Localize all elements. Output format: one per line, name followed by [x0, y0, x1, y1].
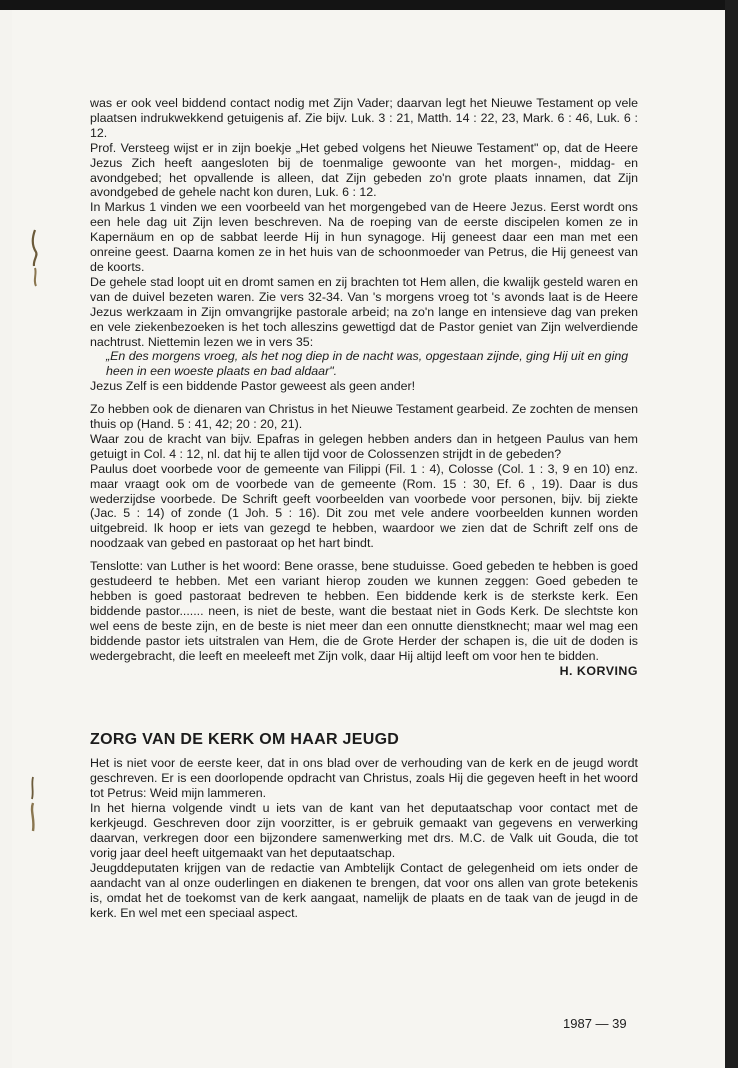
article-body [90, 96, 638, 920]
paragraph: Jeugddeputaten krijgen van de redactie van Ambtelijk Contact de gelegenheid om iets onder de aandacht van al onze ouderlingen en diakenen te brengen, dat voor ons allen van grote betekenis is, omdat het de toekomst van de kerk aangaat, namelijk de plaats en de taak van de jeugd in de kerk. En wel met een speciaal aspect. [90, 860, 638, 920]
author-signature: H. KORVING [559, 663, 638, 678]
scan-right-edge [725, 0, 738, 1068]
paragraph: Het is niet voor de eerste keer, dat in ons blad over de verhouding van de kerk en de jeugd wordt geschreven. Er is een doorlopende opdracht van Christus, zoals Hij die gegeven heeft in het woord tot Petrus: Weid mijn lammeren. [90, 756, 638, 801]
staple-mark-top [30, 228, 40, 288]
section-heading: ZORG VAN DE KERK OM HAAR JEUGD [90, 731, 400, 749]
staple-mark-bottom [28, 775, 38, 835]
paragraph: De gehele stad loopt uit en dromt samen en zij brachten tot Hem allen, die kwalijk gesteld waren en van de duivel bezeten waren. Zie vers 32-34. Van 's morgens vroeg tot 's avonds laat is de Heere Jezus werkzaam in Zijn omvangrijke pastorale arbeid; na zo'n lange en intensieve dag van preken en vele ziekenbezoeken is het toch alleszins gewettigd dat de Pastor geniet van Zijn welverdiende nachtrust. Niettemin lezen we in vers 35: [90, 274, 638, 349]
paragraph: Tenslotte: van Luther is het woord: Bene orasse, bene studuisse. Goed gebeden te hebben is goed gestudeerd te hebben. Met een variant hierop zouden we kunnen zeggen: Goed gebeden te hebben is goed pastoraat bedreven te hebben. Een biddende kerk is de sterkste kerk. Een biddende pastor....... neen, is niet de beste, want die bestaat niet in Gods Kerk. De slechtste kon wel eens de beste zijn, en de beste is niet meer dan een onnutte dienstknecht; maar wel mag een biddende pastor iets uitstralen van Hem, die de Grote Herder der schapen is, die uit de doden is wedergebracht, die leeft en meeleeft met Zijn volk, daar Hij altijd leeft om voor hen te bidden. [90, 559, 638, 663]
paragraph: Prof. Versteeg wijst er in zijn boekje „Het gebed volgens het Nieuwe Testament" op, dat de Heere Jezus Zich heeft aangesloten bij de toenmalige gewoonte van het morgen-, middag- en avondgebed; het opvallende is alleen, dat Zijn gebeden zo'n grote plaats innamen, dat Zijn avondgebed de gehele nacht kon duren, Luk. 6 : 12. [90, 140, 638, 200]
paragraph: Zo hebben ook de dienaren van Christus in het Nieuwe Testament gearbeid. Ze zochten de mensen thuis op (Hand. 5 : 41, 42; 20 : 20, 21). [90, 402, 638, 432]
paragraph: Waar zou de kracht van bijv. Epafras in gelegen hebben anders dan in hetgeen Paulus van hem getuigt in Col. 4 : 12, nl. dat hij te allen tijd voor de Colossenzen strijdt in de gebeden? [90, 431, 638, 461]
paragraph: In het hierna volgende vindt u iets van de kant van het deputaatschap voor contact met de kerkjeugd. Geschreven door zijn voorzitter, is er gebruik gemaakt van gegevens en verwerking daarvan, verkregen door een bijzondere samenwerking met drs. M.C. de Valk uit Gouda, die tot vorig jaar deel heeft uitgemaakt van het deputaatschap. [90, 801, 638, 860]
paragraph: was er ook veel biddend contact nodig met Zijn Vader; daarvan legt het Nieuwe Testament op vele plaatsen indrukwekkend getuigenis af. Zie bijv. Luk. 3 : 21, Matth. 14 : 22, 23, Mark. 6 : 46, Luk. 6 : 12. [90, 96, 638, 140]
scan-top-border [0, 0, 738, 10]
page-number: 1987 — 39 [563, 1016, 627, 1031]
scripture-quote: „En des morgens vroeg, als het nog diep in de nacht was, opgestaan zijnde, ging Hij uit en ging heen in een woeste plaats en bad aldaar". [106, 349, 629, 379]
paragraph: In Markus 1 vinden we een voorbeeld van het morgengebed van de Heere Jezus. Eerst wordt ons een hele dag uit Zijn leven beschreven. Na de roeping van de eerste discipelen komen ze in Kapernäum en op de sabbat leerde Hij in hun synagoge. Hij geneest daar een man met een onreine geest. Daarna komen ze in het huis van de schoonmoeder van Petrus, die Hij geneest van de koorts. [90, 200, 638, 274]
paragraph: Jezus Zelf is een biddende Pastor geweest als geen ander! [90, 379, 416, 394]
paragraph: Paulus doet voorbede voor de gemeente van Filippi (Fil. 1 : 4), Colosse (Col. 1 : 3, 9 en 10) enz. maar vraagt ook om de voorbede van de gemeente (Rom. 15 : 30, Ef. 6 , 19). Daar is dus wederzijdse voorbede. De Schrift geeft voorbeelden van voorbede voor personen, bijv. bij ziekte (Jac. 5 : 14) of zonde (1 Joh. 5 : 16). Dit zou met vele andere voorbeelden kunnen worden uitgebreid. Ik hoop er iets van gezegd te hebben, waardoor we zien dat de Schrift zelf ons de noodzaak van gebed en pastoraat op het hart bindt. [90, 461, 638, 551]
